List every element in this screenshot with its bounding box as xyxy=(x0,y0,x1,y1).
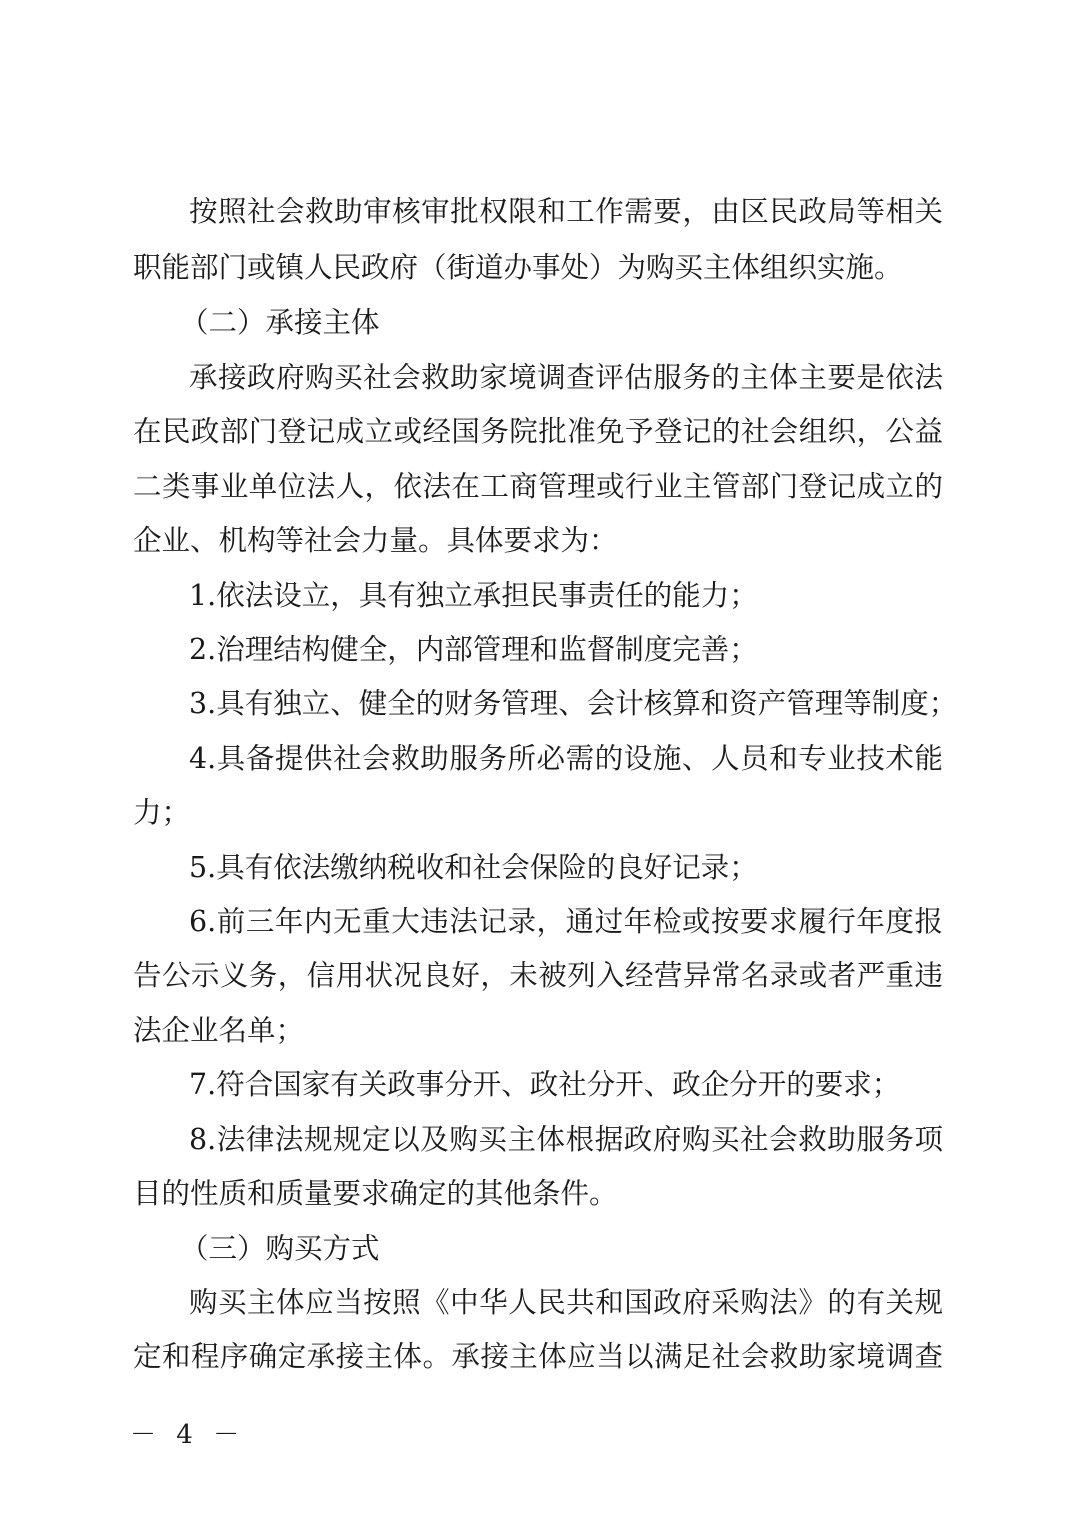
list-item: 6.前三年内无重大违法记录，通过年检或按要求履行年度报 xyxy=(189,905,943,938)
paragraph-line: 购买主体应当按照《中华人民共和国政府采购法》的有关规 xyxy=(189,1286,943,1319)
paragraph-line: 企业、机构等社会力量。具体要求为： xyxy=(133,524,618,557)
paragraph-line: 在民政部门登记成立或经国务院批准免予登记的社会组织，公益 xyxy=(133,415,943,448)
paragraph-line: 定和程序确定承接主体。承接主体应当以满足社会救助家境调查 xyxy=(133,1340,943,1373)
section-heading: （二）承接主体 xyxy=(180,306,380,339)
paragraph-line: 法企业名单； xyxy=(133,1014,305,1047)
section-heading: （三）购买方式 xyxy=(180,1232,380,1265)
paragraph-line: 目的性质和质量要求确定的其他条件。 xyxy=(133,1177,618,1210)
paragraph-line: 力； xyxy=(133,796,191,829)
paragraph-line: 承接政府购买社会救助家境调查评估服务的主体主要是依法 xyxy=(189,361,943,394)
list-item: 2.治理结构健全，内部管理和监督制度完善； xyxy=(189,633,758,666)
paragraph-line: 二类事业单位法人，依法在工商管理或行业主管部门登记成立的 xyxy=(133,470,943,503)
list-item: 1.依法设立，具有独立承担民事责任的能力； xyxy=(189,579,758,612)
list-item: 3.具有独立、健全的财务管理、会计核算和资产管理等制度； xyxy=(189,687,958,720)
list-item: 8.法律法规规定以及购买主体根据政府购买社会救助服务项 xyxy=(189,1123,943,1156)
list-item: 5.具有依法缴纳税收和社会保险的良好记录； xyxy=(189,851,758,884)
paragraph-line: 按照社会救助审核审批权限和工作需要，由区民政局等相关 xyxy=(189,195,943,228)
page-number: － 4 － xyxy=(130,1420,246,1450)
paragraph-line: 职能部门或镇人民政府（街道办事处）为购买主体组织实施。 xyxy=(133,251,903,284)
list-item: 7.符合国家有关政事分开、政社分开、政企分开的要求； xyxy=(189,1068,901,1101)
list-item: 4.具备提供社会救助服务所必需的设施、人员和专业技术能 xyxy=(189,742,943,775)
paragraph-line: 告公示义务，信用状况良好，未被列入经营异常名录或者严重违 xyxy=(133,959,943,992)
